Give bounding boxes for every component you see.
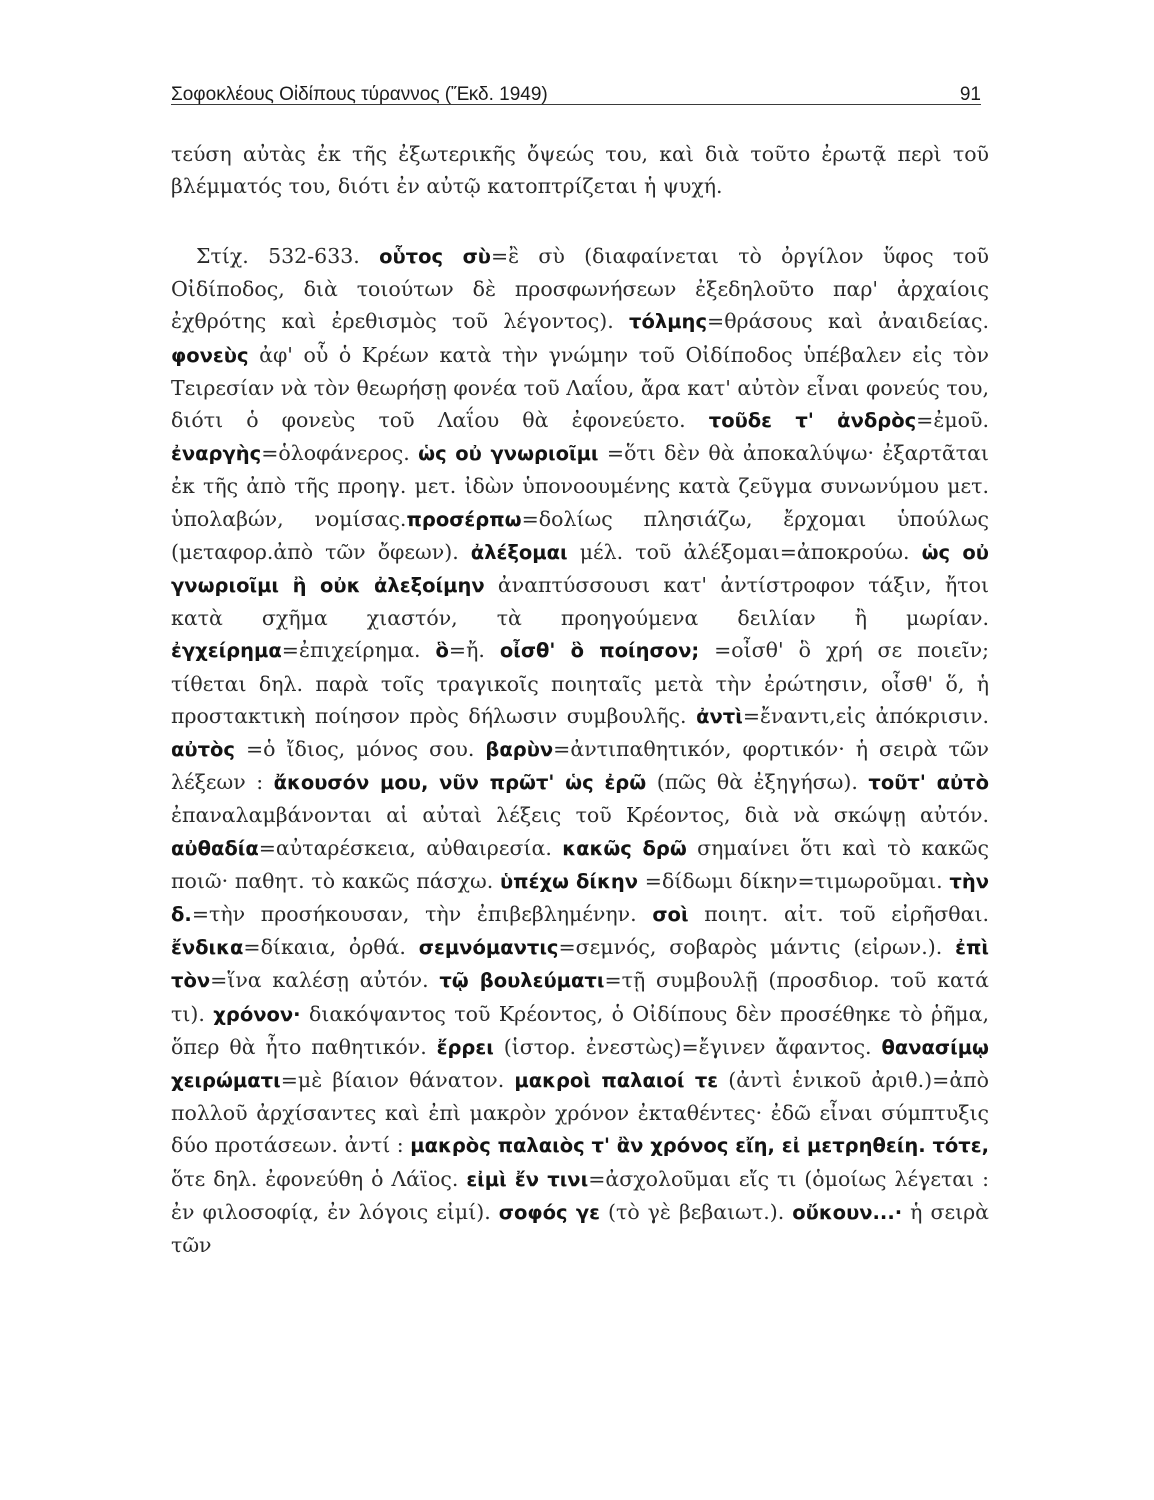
commentary-text: ἡ σειρὰ τῶν <box>171 1199 989 1258</box>
commentary-text: =αὐταρέσκεια, αὐθαιρεσία. <box>258 835 563 860</box>
commentary-text: =ἤ. <box>448 638 500 663</box>
commentary-text: =δίκαια, ὀρθά. <box>243 935 419 960</box>
lemma-term: ἀντὶ <box>696 704 743 728</box>
header-rule <box>171 104 981 105</box>
lemma-term: σοφός γε <box>498 1200 600 1224</box>
commentary-text: =τῇ συμβουλῇ (προσδιορ. τοῦ κατά τι). <box>171 968 989 1026</box>
lemma-term: ὃ <box>435 639 449 663</box>
lemma-term: τὴν δ. <box>171 869 990 927</box>
running-header <box>171 66 981 106</box>
commentary-text: =δίδωμι δίκην=τιμωροῦμαι. <box>638 868 950 893</box>
commentary-text: ἀναπτύσσουσι κατ' ἀντίστροφον τάξιν, ἤτοι κατὰ σχῆμα χιαστόν, τὰ προηγούμενα δειλίαν ἢ μωρίαν. <box>171 573 989 631</box>
commentary-text: σημαίνει ὅτι καὶ τὸ κακῶς ποιῶ· παθητ. τὸ κακῶς πάσχω. <box>171 835 989 893</box>
lemma-term: ἔνδικα <box>171 936 244 960</box>
commentary-text: =τὴν προσήκουσαν, τὴν ἐπιβεβλημένην. <box>191 902 653 927</box>
lemma-term: οἶσθ' ὃ ποίησον; <box>499 639 700 663</box>
commentary-text: =σεμνός, σοβαρὸς μάντις (εἰρων.). <box>558 935 956 960</box>
commentary-text: Στίχ. 532-633. <box>196 244 380 268</box>
commentary-text: (ἀντὶ ἑνικοῦ ἀριθ.)=ἀπὸ πολλοῦ ἀρχίσαντες καὶ ἐπὶ μακρὸν χρόνον ἐκταθέντες· ἐδῶ εἶναι σύμπτυξις δύο προτάσεων. ἀντί : <box>171 1068 989 1158</box>
commentary-text: =ἀντιπαθητικόν, φορτικόν· ἡ σειρὰ τῶν λέξεων : <box>171 737 989 795</box>
lemma-term: ἐγχείρημα <box>171 639 282 663</box>
commentary-text: ποιητ. αἰτ. τοῦ εἰρῆσθαι. <box>688 902 989 927</box>
commentary-text: =ἔναντι,εἰς ἀπόκρισιν. <box>742 703 989 728</box>
commentary-text: =δολίως πλησιάζω, ἔρχομαι ὑπούλως (μεταφορ.ἀπὸ τῶν ὄφεων). <box>171 506 989 564</box>
lemma-term: μακρὸς παλαιὸς τ' ἂν χρόνος εἴη, εἰ μετρηθείη. τότε, <box>410 1134 989 1158</box>
lemma-term: οὔκουν...· <box>792 1200 903 1224</box>
lemma-term: ἐπὶ τὸν <box>171 936 989 993</box>
lemma-term: τοῦδε τ' ἀνδρὸς <box>708 409 917 433</box>
commentary-text: =ἵνα καλέσῃ αὐτόν. <box>210 968 440 993</box>
lemma-term: αὐθαδία <box>171 836 259 860</box>
lemma-term: σοὶ <box>652 903 689 927</box>
lemma-term: ἔρρει <box>436 1035 494 1059</box>
lemma-term: ἐναργὴς <box>171 442 262 466</box>
commentary-paragraph <box>171 240 989 1261</box>
commentary-text: =ὁλοφάνερος. <box>261 441 419 466</box>
commentary-text: διακόψαντος τοῦ Κρέοντος, ὁ Οἰδίπους δὲν προσέθηκε τὸ ῥῆμα, ὅπερ θὰ ἦτο παθητικόν. <box>171 1001 989 1059</box>
lemma-term: προσέρπω <box>406 507 522 531</box>
commentary-text: =ἒ σὺ (διαφαίνεται τὸ ὀργίλον ὕφος τοῦ Οἰδίποδος, διὰ τοιούτων δὲ προσφωνήσεων ἐξεδηλοῦτο παρ' ἀρχαίοις ἐχθρότης καὶ ἐρεθισμὸς τοῦ λέγοντος). <box>171 244 989 334</box>
commentary-text: =ἐπιχείρημα. <box>281 638 436 663</box>
commentary-text: =ἀσχολοῦμαι εἴς τι (ὁμοίως λέγεται : ἐν φιλοσοφίᾳ, ἐν λόγοις εἰμί). <box>171 1166 990 1224</box>
commentary-text: =ὁ ἴδιος, μόνος σου. <box>234 737 486 762</box>
lemma-term: αὐτὸς <box>171 738 235 762</box>
lemma-term: τόλμης <box>629 310 708 334</box>
commentary-text: =οἶσθ' ὃ χρή σε ποιεῖν; τίθεται δηλ. παρὰ τοῖς τραγικοῖς ποιηταῖς μετὰ τὴν ἐρώτησιν, οἶσθ' ὅ, ἡ προστακτικὴ ποίησον πρὸς δήλωσιν συμβουλῆς. <box>171 638 989 728</box>
commentary-text: (ἱστορ. ἐνεστὼς)=ἔγινεν ἄφαντος. <box>493 1034 882 1059</box>
running-title: Σοφοκλέους Οἰδίπους τύραννος (Ἔκδ. 1949) <box>171 84 548 105</box>
commentary-text: =μὲ βίαιον θάνατον. <box>280 1068 515 1093</box>
lemma-term: ἀλέξομαι <box>470 540 568 564</box>
commentary-text: ὅτε δηλ. ἐφονεύθη ὁ Λάϊος. <box>171 1166 467 1191</box>
commentary-text: =θράσους καὶ ἀναιδείας. <box>707 309 989 334</box>
commentary-text: =ὅτι δὲν θὰ ἀποκαλύψω· ἐξαρτᾶται ἐκ τῆς ἀπὸ τῆς προηγ. μετ. ἰδὼν ὑπονοουμένης κατὰ ζεῦγμα συνωνύμου μετ. ὑπολαβών, νομίσας. <box>171 441 989 531</box>
page-number: 91 <box>959 84 981 105</box>
lemma-term: χρόνον· <box>213 1002 301 1026</box>
lemma-term: σεμνόμαντις <box>418 936 559 960</box>
lemma-term: οὗτος σὺ <box>379 245 491 268</box>
lemma-term: θανασίμῳ χειρώματι <box>171 1035 990 1093</box>
commentary-text: (πῶς θὰ ἐξηγήσω). <box>646 770 869 795</box>
commentary-text: μέλ. τοῦ ἀλέξομαι=ἀποκρούω. <box>567 539 922 564</box>
lemma-term: βαρὺν <box>485 738 554 762</box>
lemma-term: μακροὶ παλαιοί τε <box>514 1069 719 1093</box>
lemma-term: τοῦτ' αὐτὸ <box>868 771 989 795</box>
commentary-text: ἀφ' οὗ ὁ Κρέων κατὰ τὴν γνώμην τοῦ Οἰδίποδος ὑπέβαλεν εἰς τὸν Τειρεσίαν νὰ τὸν θεωρήσῃ φονέα τοῦ Λαΐου, ἄρα κατ' αὐτὸν εἶναι φονεύς του, διότι ὁ φονεὺς τοῦ Λαΐου θὰ ἐφονεύετο. <box>171 342 989 433</box>
lemma-term: ἄκουσόν μου, νῦν πρῶτ' ὡς ἐρῶ <box>273 771 647 795</box>
lemma-term: φονεὺς <box>171 343 249 367</box>
lemma-term: εἰμὶ ἔν τινι <box>466 1167 589 1191</box>
lemma-term: κακῶς δρῶ <box>562 836 687 860</box>
intro-paragraph: τεύση αὐτὰς ἐκ τῆς ἐξωτερικῆς ὄψεώς του, καὶ διὰ τοῦτο ἐρωτᾷ περὶ τοῦ βλέμματός του, διότι ἐν αὐτῷ κατοπτρίζεται ἡ ψυχή. <box>171 142 989 199</box>
lemma-term: τῷ βουλεύματι <box>439 969 605 993</box>
commentary-text: (τὸ γὲ βεβαιωτ.). <box>599 1199 793 1224</box>
lemma-term: ὡς οὐ γνωριοῖμι ἢ οὐκ ἀλεξοίμην <box>171 540 989 598</box>
lemma-term: ὑπέχω δίκην <box>500 869 639 893</box>
lemma-term: ὡς οὐ γνωριοῖμι <box>418 442 599 466</box>
commentary-text: =ἐμοῦ. <box>916 408 989 433</box>
commentary-text: ἐπαναλαμβάνονται αἱ αὐταὶ λέξεις τοῦ Κρέοντος, διὰ νὰ σκώψῃ αὐτόν. <box>171 803 989 828</box>
